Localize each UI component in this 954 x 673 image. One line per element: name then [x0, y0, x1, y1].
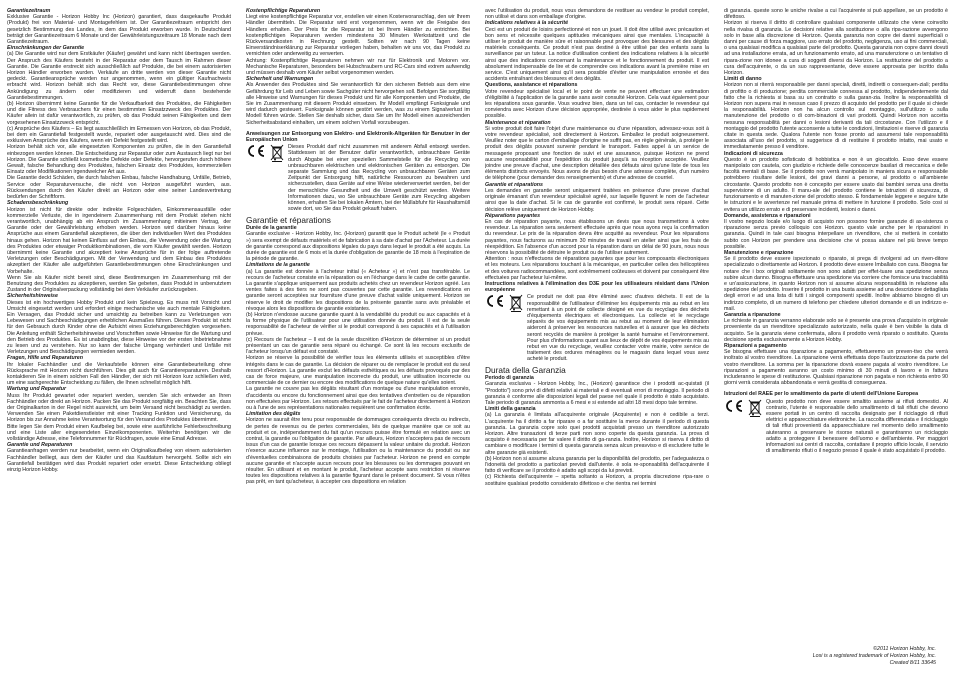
text-indicazioni-sicurezza: Questo è un prodotto sofisticato di hobbistica e non è un giocattolo. Esso deve essere manipolato con cautela, con giudizio e richiede delle conoscenze basilari di meccanica e delle facoltà mentali di base. Se il prodotto non verrà manipolato in maniera sicura e responsabile potrebbero risultare delle lesioni, dei gravi danni a persone, al prodotto o all'ambiente circostante. Questo prodotto non è concepito per essere usato dai bambini senza una diretta supervisione di un adulto. Il manu-ale del prodotto contiene le istruzioni di sicurezza, di funzionamento e di manuten-zione del prodotto stesso. È fondamentale leggere e seguire tutte le istruzioni e le avvertenze nel manuale prima di mettere in funzione il prodotto. Solo così si evitera un utilizzo errato e di preservare incidenti, lesioni o danni.	[724, 156, 948, 213]
footer	[736, 646, 936, 667]
text-d3e: Ce produit ne doit pas être éliminé avec d'autres déchets. Il est de la responsabilité de l'utilisateur d'éliminer les équipements mis au rebut en les remettant à un point de collecte désigné en vue du recyclage des déchets d'équipements électriques et électroniques. La collecte et le recyclage séparés de vos équipements mis au rebut au moment de leur élimination aideront à préserver les ressources naturelles et à assurer que les déchets seront recyclés de manière à protéger la santé humaine et l'environnement. Pour plus d'informations quant aux lieux de dépôt de vos équipements mis au rebut en vue du recyclage, veuillez contacter votre mairie, votre service de traitement des ordures ménagères ou le magasin dans lequel vous avez acheté le produit.	[527, 294, 709, 363]
heading-einschraenkungen: Einschränkungen der Garantie	[7, 45, 85, 52]
heading-garantie-reparations-fr: Garantie et réparations	[485, 181, 543, 188]
heading-domande: Domande, assistenza e riparazioni	[724, 212, 811, 219]
heading-d3e: Instructions relatives à l'élimination des D3E pour les utilisateurs résidant dans l'Union européenne	[485, 280, 709, 294]
trademark-text: Losi is a registered trademark of Horizon Hobby, Inc.	[812, 653, 936, 659]
heading-fragen-hilfe: Fragen, Hilfe und Reparaturen	[7, 355, 83, 362]
column-german-french	[246, 8, 470, 648]
text-limiti-danno: Horizon non si riterrà responsabile per danni speciali, diretti, indiretti o consequen-ziali; perdita di profitto o di produzione; perdita commerciale connessa al prodotto, indipendentemente dal fatto che la richiesta si basa su un contratto o sulla garan-zia. Inoltre la responsabilità di Horizon non supera mai in nessun caso il prezzo di acquisto del prodotto per il quale si chiede la responsabilità. Horizon non ha alcun controllo sul montaggio, sull'utilizzo o sulla manutenzione del prodotto o di com-binazioni di vari prodotti. Quindi Horizon non accetta nessuna responsabilità per danni o lesioni derivanti da tali circostanze. Con l'utilizzo e il montaggio del prodotto l'utente acconsente a tutte le condizioni, limitazioni e riserve di garanzia citate in questa sede. Qualora l'utente non fosse pronto ad assumersi tale responsabilità associata all'uso del prodotto, si suggerisce di di restituire il prodotto intatto, mai usato e immediatamente presso il venditore.	[724, 82, 948, 151]
ce-mark-icon	[246, 144, 266, 158]
text-einschraenkungen: (a) Die Garantie wird nur dem Erstkäufer (Käufer) gewährt und kann nicht übertragen werden. Der Anspruch des Käufers besteht in der Reparatur oder dem Tausch im Rahmen dieser Garantie. Die Garantie erstreckt sich ausschließlich auf Produkte, die bei einem autorisierten Horizon Händler erworben wurden. Verkäufe an dritte werden von dieser Garantie nicht gedeckt. Garantieansprüche werden nur angenommen, wenn ein gültiger Kaufnachweis erbracht wird. Horizon behält sich das Recht vor, diese Garantiebestimmungen ohne Ankündigung zu ändern oder modifizieren und widerruft dann bestehende Garantiebestimmungen. (b) Horizon übernimmt keine Garantie für die Verkaufbarkeit des Produktes, die Fähigkeiten und die Fitness des Verbrauchers für einen bestimmten Einsatzzweck des Produktes. Der Käufer allein ist dafür verantwortlich, zu prüfen, ob das Produkt seinen Fähigkeiten und dem vorgesehenen Einsatzzweck entspricht. (c) Ansprüche des Käufers – Es liegt ausschließlich im Ermessen von Horizon, ob das Produkt, bei dem ein Garantiefall festgestellt wurde, repariert oder ausgetauscht wird. Dies sind die exklusiven Ansprüche des Käufers, wenn ein Defekt festgestellt wird. Horizon behält sich vor, alle eingesetzten Komponenten zu prüfen, die in den Garantiefall einbezogen werden können. Die Entscheidung zur Reparatur oder zum Austausch liegt nur bei Horizon. Die Garantie schließt kosmetische Defekte oder Defekte, hervorgerufen durch höhere Gewalt, falsche Behandlung des Produktes, falschen Einsatz des Produktes, kommerziellen Einsatz oder Modifikationen irgendwelcher Art aus. Die Garantie deckt Schäden, die durch falschen Einbau, falsche Handhabung, Unfälle, Betrieb, Service oder Reparaturversuche, die nicht von Horizon ausgeführt wurden, aus. Rücksendungen durch den Käufer direkt an Horizon oder eine seiner Landesvertretung bedürfen der Schriftform.	[7, 51, 231, 201]
text-raee: Questo prodotto non deve essere smaltito assieme ai rifiuti domestici. Al contrario, l'utente è responsabile dello smaltimento di tali rifiuti che devono essere portati in un centro di raccolta designato per il riciclaggio di rifiuti elettrici e apparecchiature elettroniche. La raccolta differenziata e il riciclaggio di tali rifiuti provenienti da apparecchiature nel momento dello smaltimento aiuteranno a preservare le risorse naturali e garantiranno un riciclaggio adatto a proteggere il benessere dell'uomo e dell'ambiente. Per maggiori informazioni sui centri di raccolta, contattare il proprio ufficio locale, il servizio di smaltimento rifiuti o il negozio presso il quale è stato acquistato il prodotto.	[766, 398, 948, 455]
column-italian	[724, 8, 948, 648]
text-indications-securite: Ceci est un produit de loisirs perfectionné et non un jouet. Il doit être utilisé avec précaution et bon sens et nécessite quelques aptitudes mécaniques ainsi que mentales. L'incapacité à utiliser le produit de manière sûre et raisonnable peut provoquer des blessures et des dégâts matériels conséquents. Ce produit n'est pas destiné à être utilisé par des enfants sans la surveillance par un tuteur. La notice d'utilisation contient des indications relatives à la sécurité ainsi que des indications concernant la maintenance et le fonctionnement du produit. Il est absolument indispensable de lire et de comprendre ces indications avant la première mise en service. C'est uniquement ainsi qu'il sera possible d'éviter une manipulation erronée et des accidents entraînant des blessures et des dégâts.	[485, 26, 709, 83]
crossed-out-wheeled-bin-icon	[748, 399, 762, 417]
text-sicherheitshinweise: Dieses ist ein hochwertiges Hobby Produkt und kein Spielzeug. Es muss mit Vorsicht und Umsicht eingesetzt werden und erfordert einige mechanische wie auch mentale Fähigkeiten. Ein Versagen, das Produkt sicher und umsichtig zu betreiben kann zu Verletzungen von Lebewesen und Sachbeschädigungen erheblichen Ausmaßes führen. Dieses Produkt ist nicht für den Gebrauch durch Kinder ohne die Aufsicht eines Erziehungsberechtigten vorgesehen. Die Anleitung enthält Sicherheitshinweise und Vorschriften sowie Hinweise für die Wartung und den Betrieb des Produktes. Es ist unabdingbar, diese Hinweise vor der ersten Inbetriebnahme zu lesen und zu verstehen. Nur so kann der falsche Umgang verhindert und Unfälle mit Verletzungen und Beschädigungen vermieden werden.	[7, 299, 231, 356]
text-intro-fr: avec l'utilisation du produit, nous vous demandons de restituer au vendeur le produit complet, non utilisé et dans son emballage d'origine.	[485, 8, 709, 21]
text-intro-it: di garanzia. queste sono le uniche rivalse a cui l'acquirente si può appellare, se un prodotto è difettoso. Horizon si riserva il diritto di controllare qualsiasi componente utilizzato che viene coinvolto nella rivalsa di garanzia. Le decisioni relative alla sostituzione o alla ripa-razione avvengono solo in base alla discrezione di Horizon. Questa garanzia non copre dei danni superficiali o danni per cause di forza maggiore, uso errato del prodotto, negligenza, uso ai fini commerciali, o una qualsiasi modifica a qualsiasi parte del prodotto. Questa garanzia non copre danni dovuti ad una installazione errata, ad un funzionamento errato, ad una manutenzione o un tentativo di ripara-zione non idonee a cura di soggetti diversi da Horizon. La restituzione del prodotto a cura dell'acquirente, o da un suo rappresentante, deve essere approvata per iscritto dalla Horizon.	[724, 8, 948, 77]
heading-periodo-garanzia: Periodo di garanzia	[485, 375, 534, 382]
heading-kostenpflichtige-reparaturen: Kostenpflichtige Reparaturen	[246, 8, 321, 14]
heading-reparations-payantes: Réparations payantes	[485, 212, 541, 219]
text-wartung-reparatur: Muss Ihr Produkt gewartet oder repariert werden, wenden Sie sich entweder an Ihren Fachhändler oder direkt an Horizon. Packen Sie das Produkt sorgfältig ein. Beachten Sie, dass der Originalkarton in der Regel nicht ausreicht, um beim Versand nicht beschädigt zu werden. Verwenden Sie einen Paketdienstleister mit einer Tracking Funktion und Versicherung, da Horizon bis zur Annahme keine Verantwortung für den Versand des Produktes übernimmt. Bitte legen Sie dem Produkt einen Kaufbeleg bei, sowie eine ausführliche Fehlerbeschreibung und eine Liste aller eingesendeten Einzelkomponenten. Weiterhin benötigen wir die vollständige Adresse, eine Telefonnummer für Rückfragen, sowie eine Email Adresse.	[7, 392, 231, 443]
heading-garanzia-riparazione: Garanzia a riparazione	[724, 311, 781, 318]
heading-sicherheitshinweise: Sicherheitshinweise	[7, 293, 58, 300]
heading-manutenzione: Manutenzione e riparazione	[724, 249, 794, 256]
text-limiti-garanzia: (a) La garanzia è limitata all'acquirente originale (Acquirente) e non è cedibile a terzi. L'acquirente ha il diritto a far riparare o a far sostituire la merce durante il periodo di questa garanzia. La garanzia copre solo quei prodotti acquistati presso un rivenditore autorizzato Horizon. Altre transazioni di terze parti non sono coperte da questa garanzia. La prova di acquisto è necessaria per far valere il diritto di ga-ranzia. Inoltre, Horizon si riserva il diritto di cambiare o modificare i termini di questa garanzia senza alcun preavviso e di escludere tutte le altre garanzie già esistenti. (b) Horizon non si assume alcuna garanzia per la disponibilità del prodotto, per l'adeguatezza o l'idoneità del prodotto a particolari previsti dall'utente. è sola re-sponsabilità dell'acquirente il fatto di verificare se il prodotto è adatto agli scopi da lui previsti. (c) Richiesta dell'acquirente – spetta soltanto a Horizon, a propria discrezione ripa-rare o sostituire qualsiasi prodotto considerato difettoso e che rientra nei termini	[485, 412, 709, 487]
text-schadensbeschraenkung: Horizon ist nicht für direkte oder indirekte Folgeschäden, Einkommensausfälle oder kommerzielle Verluste, die in irgendeinem Zusammenhang mit dem Produkt stehen nicht verantwortlich, unabhängig ab ein Anspruch im Zusammenhang mitieinem Vertrag, der Garantie oder der Gewährleistung erhoben werden. Horizon wird darüber hinaus keine Ansprüche aus einem Garantiefall akzeptieren, die über den individuellen Wert des Produktes hinaus gehen. Horizon hat keinen Einfluss auf den Einbau, die Verwendung oder die Wartung des Produktes oder etwaiger Produktkombinationen, die vom Käufer gewählt werden. Horizon übernimmt keine Garantie und akzeptiert keine Ansprüche für in der folge auftretende Verletzungen oder Beschädigungen. Mit der Verwendung und dem Einbau des Produktes akzeptiert der Käufer alle aufgeführten Garantiebestimmungen ohne Einschränkungen und Vorbehalte. Wenn Sie als Käufer nicht bereit sind, diese Bestimmungen im Zusammenhang mit der Benutzung des Produktes zu akzeptieren, werden Sie gebeten, dass Produkt in unbenutztem Zustand in der Originalverpackung vollständig bei dem Verkäufer zurückzugeben.	[7, 206, 231, 294]
heading-limiti-danno: Limiti di danno	[724, 76, 762, 83]
heading-wartung-reparatur: Wartung und Reparatur	[7, 386, 67, 393]
text-attention: Attention : nous n'effectuons de réparations payantes que pour les composants électroniques et les moteurs. Les réparations touchant à la mécanique, en particulier celles des hélicoptères et des voitures radiocommandées, sont extrêmement coûteuses et doivent par conséquent être effectuées par l'acheteur lui-même.	[485, 256, 709, 281]
ce-mark-icon	[724, 399, 744, 413]
heading-limitations: Limitations de la garantie	[246, 262, 310, 269]
weee-block-fr	[485, 294, 709, 362]
heading-maintenance: Maintenance et réparation	[485, 119, 551, 126]
heading-garantie-reparaturen: Garantie und Reparaturen	[7, 442, 73, 449]
crossed-out-wheeled-bin-icon	[509, 294, 523, 312]
text-garantiezeitraum: Exklusive Garantie - Horizon Hobby Inc (Horizon) garantiert, dass dasgekaufte Produkt (Produkt) frei von Material- und Montagefehlern ist. Der Garantiezeitraum entspricht den gesetzlich Bestimmung des Landes, in dem das Produkt erworben wurde. In Deutschland beträgt der Garantiezeitraum 6 Monate und der Gewährleistungszeitraum 18 Monate nach dem Garantiezeitraum.	[7, 14, 231, 46]
heading-limiti-garanzia: Limiti della garanzia	[485, 406, 536, 413]
text-limitation-degats: Horizon ne saurait être tenu pour responsable de dommages conséquents directs ou indirects, de pertes de revenus ou de pertes commerciales, liés de quelque manière que ce soit au produit et ce, indépendamment du fait qu'un recours puisse être formulé en relation avec un contrat, la garantie ou l'obligation de garantie. Par ailleurs, Horizon n'acceptera pas de recours issus d'un cas de garantie lorsque ces recours dépassent la valeur unitaire du produit. Horizon n'exerce aucune influence sur le montage, l'utilisation ou la maintenance du produit ou sur d'éventuelles combinaisons de produits choisies par l'acheteur. Horizon ne prend en compte aucune garantie et n'accepte aucun recours pour les blessures ou les dommages pouvant en résulter. En utilisant et en montant le produit, l'acheteur accepte sans restriction ni réserve toutes les dispositions relatives à la garantie figurant dans le présent document. Si vous n'êtes pas prêt, en tant qu'acheteur, à accepter ces dispositions en relation	[246, 417, 470, 486]
ce-mark-icon	[485, 294, 505, 308]
column-german-1	[7, 8, 231, 648]
text-limitations: (a) La garantie est donnée à l'acheteur initial (« Acheteur ») et n'est pas transférable. Le recours de l'acheteur consiste en la réparation ou en l'échange dans le cadre de cette garantie. La garantie s'applique uniquement aux produits achetés chez un revendeur Horizon agréé. Les ventes faites à des tiers ne sont pas couvertes par cette garantie. Les revendications en garantie seront acceptées sur fourniture d'une preuve d'achat valide uniquement. Horizon se réserve le droit de modifier les dispositions de la présente garantie sans avis préalable et révoque alors les dispositions de garantie existantes. (b) Horizon n'endosse aucune garantie quant à la vendabilité du produit ou aux capacités et à la forme physique de l'utilisateur pour une utilisation donnée du produit. Il est de la seule responsabilité de l'acheteur de vérifier si le produit correspond à ses capacités et à l'utilisation prévue. (c) Recours de l'acheteur – Il est de la seule discrétion d'Horizon de déterminer si un produit présentant un cas de garantie sera réparé ou échangé. Ce sont là les recours exclusifs de l'acheteur lorsqu'un défaut est constaté. Horizon se réserve la possibilité de vérifier tous les éléments utilisés et susceptibles d'être intégrés dans le cas de garantie. La décision de réparer ou de remplacer le produit est du seul ressort d'Horizon. La garantie exclut les défauts esthétiques ou les défauts provoqués par des cas de force majeure, une manipulation incorrecte du produit, une utilisation incorrecte ou commerciale de ce dernier ou encore des modifications de quelque nature qu'elles soient. La garantie ne couvre pas les dégâts résultant d'un montage ou d'une manipulation erronés, d'accidents ou encore du fonctionnement ainsi que des tentatives d'entretien ou de réparation non effectuées par Horizon. Les retours effectués par le fait de l'acheteur directement à Horizon ou à l'une de ses représentations nationales requièrent une confirmation écrite.	[246, 268, 470, 411]
crossed-out-wheeled-bin-icon	[270, 144, 284, 162]
heading-indications-securite: Indications relatives à la sécurité	[485, 20, 569, 27]
text-garanzia-riparazione: Le richieste in garanzia verranno elaborate solo se è presente una prova d'acquisto in originale proveniente da un rivenditore specializzato autorizzato, nella quale è ben visibile la data di acquisto. Se la garanzia viene confermata, allora il prodotto verrà riparato o sostituito. Questa decisione spetta esclusivamente a Horizon Hobby.	[724, 318, 948, 343]
text-duree-garantie: Garantie exclusive - Horizon Hobby, Inc. (Horizon) garantit que le Produit acheté (le « Produit ») sera exempt de défauts matériels et de fabrication à sa date d'achat par l'Acheteur. La durée de garantie correspond aux dispositions légales du pays dans lequel le produit a été acquis. La durée de garantie est de 6 mois et la durée d'obligation de garantie de 18 mois à l'expiration de la période de garantie.	[246, 231, 470, 263]
text-garantie-reparaturen: Garantieanfragen werden nur bearbeitet, wenn ein Originalkaufbeleg von einem autorisierten Fachhändler beiliegt, aus dem der Käufer und das Kaufdatum hervorgeht. Sollte sich ein Garantiefall bestätigen wird das Produkt repariert oder ersetzt. Diese Entscheidung obliegt einzig Horizon Hobby.	[7, 448, 231, 474]
created-text: Created 8/11 33645	[889, 660, 936, 666]
heading-riparazioni-pagamento: Riparazioni a pagamento	[724, 342, 787, 349]
text-entsorgung: Dieses Produkt darf nicht zusammen mit anderem Abfall entsorgt werden. Stattdessen ist der Benutzer dafür verantwortlich, unbrauchbare Geräte durch Abgabe bei einer speziellen Sammelstelle für die Recycling von unbrauchbaren elektrischen und elektronischen Geräten zu entsorgen. Die separate Sammlung und das Recycling von unbrauchbaren Geräten zum Zeitpunkt der Entsorgung hilft, natürliche Ressourcen zu bewahren und sicherzustellen, dass Geräte auf eine Weise wiederverwertet werden, bei der der menschliche Gesundheit und die Umwelt geschützt werden. Weitere Informationen dazu, wo Sie unbrauchbare Geräte zum Recycling abgeben können, erhalten Sie bei lokalen Ämtern, bei der Müllabfuhr für Haushaltsmüll sowie dort, wo Sie das Produkt gekauft haben.	[288, 144, 470, 213]
text-maintenance: Si votre produit doit faire l'objet d'une maintenance ou d'une réparation, adressez-vous soit à votre revendeur spécialisé, soit directement à Horizon. Emballez le produit soigneusement. Veuillez noter que le carton d'emballage d'origine ne suffit pas, en règle générale, à protéger le produit des dégâts pouvant survenir pendant le transport. Faites appel à un service de messagerie proposant une fonction de suivi et une assurance, puisque Horizon ne prend aucune responsabilité pour l'expédition du produit jusqu'à sa réception acceptée. Veuillez joindre une preuve d'achat, une description détaillée des défauts ainsi qu'une liste de tous les éléments distincts envoyés. Nous avons de plus besoin d'une adresse complète, d'un numéro de téléphone (pour demander des renseignements) et d'une adresse de courriel.	[485, 125, 709, 182]
text-sicherheit-warnungen: Als Anwender des Produktes sind Sie verantwortlich für den sicheren Betrieb aus dem eine Gefährdung für Leib und Leben sowie Sachgüter nicht hervorgehen soll. Befolgen Sie sorgfältig alle Hinweise und Warnungen für dieses Produkt und für alle Komponenten und Produkte, die Sie im Zusammenhang mit diesem Produkt einsetzen. Ihr Modell empfängt Funksignale und wird dadurch gesteuert. Funksignale können gestört werden, was zu einem Signalverlust im Modell führen würde. Stellen Sie deshalb sicher, dass Sie um Ihr Modell einen ausreichenden Sicherheitsabstand einhalten, um einem solchen Vorfall vorzubeugen.	[246, 82, 470, 126]
text-questions: Votre revendeur spécialisé local et le point de vente ne peuvent effectuer une estimation d'éligibilité à l'application de la garantie sans avoir consulté Horizon. Cela vaut également pour les réparations sous garantie. Vous voudrez bien, dans un tel cas, contacter le revendeur qui conviendra avec Horizon d'une décision appropriée, destinée à vous aider le plus rapidement possible.	[485, 88, 709, 120]
column-french-italian	[485, 8, 709, 648]
heading-indicazioni-sicurezza: Indicazioni di sicurezza	[724, 150, 783, 157]
heading-duree-garantie: Durée de la garantie	[246, 225, 297, 232]
heading-limitation-degats: Limitation des dégâts	[246, 411, 301, 418]
text-domande: Il vostro negozio locale e/o luogo di acquisto non possono fornire garanzie di as-sistenza o riparazione senza previo colloquio con Horizon. questo vale anche per le riparazioni in garanzia. Quindi in tale casi bisogna interpellare un rivenditore, che si metterà in contatto subito con Horizon per prendere una decisione che vi possa aiutare nel più breve tempo possibile.	[724, 218, 948, 250]
heading-garantiezeitraum: Garantiezeitraum	[7, 8, 51, 14]
heading-durata-garanzia: Durata della Garanzia	[485, 364, 566, 375]
heading-sicherheit-warnungen: Sicherheit und Warnungen	[246, 76, 314, 83]
heading-questions: Questions, assistance et réparations	[485, 82, 578, 89]
text-fragen-hilfe: Ihr lokaler Fachhändler und die Verkaufstelle können eine Garantiebeurteilung ohne Rücksprache mit Horizon nicht durchführen. Dies gilt auch für Garantiereparaturen. Deshalb kontaktieren Sie in einem solchen Fall den Händler, der sich mit Horizon kurz schließen wird, um eine sachgerechte Entscheidung zu fällen, die Ihnen schnellst möglich hilft.	[7, 361, 231, 387]
weee-block-it	[724, 399, 948, 455]
text-kostenpflichtige-reparaturen: Liegt eine kostenpflichtige Reparatur vor, erstellen wir einen Kostenvoranschlag, den wir Ihrem Händler übermitteln. Die Reparatur wird erst vorgenommen, wenn wir die Freigabe des Händlers erhalten. Der Preis für die Reparatur ist bei Ihrem Händler zu entrichten. Bei kostenpflichtigen Reparaturen werden mindestens 30 Minuten Werkstattzeit und die Rückversandkosten in Rechnung gestellt. Sollten wir nach 90 Tagen keine Einverständniserklärung zur Reparatur vorliegen haben, behalten wir uns vor, das Produkt zu vernichten oder anderweitig zu verwerten. Achtung: Kostenpflichtige Reparaturen nehmen wir nur für Elektronik und Motoren vor. Mechanische Reparaturen, besonders bei Hubschraubern und RC-Cars sind extrem aufwendig und müssen deshalb vom Käufer selbst vorgenommen werden.	[246, 14, 470, 77]
text-manutenzione: Se il prodotto deve essere ispezionato o riparato, si prega di rivolgersi ad un riven-ditore specializzato o direttamente ad Horizon. il prodotto deve essere Imballato con cura. Bisogna far notare che i box originali solitamente non sono adatti per effet-tuare una spedizione senza subire alcun danno. Bisogna effettuare una spedizione via corriere che fornisce una tracciabilità e un'assicurazione, in quanto Horizon non si assume alcuna responsabilità in relazione alla spedizione del prodotto. Inserire il prodotto in una busta assieme ad una descrizione dettagliata degli errori e ad una lista di tutti i singoli componenti spediti. Inoltre abbiamo bisogno di un indirizzo completo, di un numero di telefono per chiedere ulteriori domande e di un indirizzo e-mail.	[724, 256, 948, 312]
heading-entsorgung: Anweisungen zur Entsorgung von Elektro- und Elektronik-Altgeräten für Benutzer in der Europäischen Union	[246, 130, 470, 144]
text-reparations-payantes: En cas de réparation payante, nous établissons un devis que nous transmettons à votre revendeur. La réparation sera seulement effectuée après que nous ayons reçu la confirmation du revendeur. Le prix de la réparation devra être acquitté au revendeur. Pour les réparations payantes, nous facturons au minimum 30 minutes de travail en atelier ainsi que les frais de réexpédition. En l'absence d'un accord pour la réparation dans un délai de 90 jours, nous nous réservons la possibilité de détruire le produit ou de l'utiliser autrement.	[485, 218, 709, 256]
weee-block-de	[246, 144, 470, 212]
text-garantie-reparations-fr: Les demandes en garantie seront uniquement traitées en présence d'une preuve d'achat originale émanant d'un revendeur spécialisé agréé, sur laquelle figurent le nom de l'acheteur ainsi que la date d'achat. Si le cas de garantie est confirmé, le produit sera réparé. Cette décision relève uniquement de Horizon Hobby.	[485, 187, 709, 213]
heading-schadensbeschraenkung: Schadensbeschränkung	[7, 200, 69, 207]
text-riparazioni-pagamento: Se bisogna effettuare una riparazione a pagamento, effettueremo un preven-tivo che verrà inoltrato al vostro rivenditore. La riparazione verrà effettuata dopo l'autorizzazione da parte del vostro rivenditore. La somma per la riparazione dovrà essere pagata al vostro rivenditore. Le riparazioni a pagamento avranno un costo minimo di 30 minuti di lavoro e in fattura includeranno le spese di restituzione. Qualsiasi riparazione non pagata e non richiesta entro 90 giorni verrà considerata abbandonata e verrà gestita di conseguenza.	[724, 349, 948, 387]
heading-raee: Istruzioni del RAEE per lo smaltimento da parte di utenti dell'Unione Europea	[724, 391, 919, 398]
heading-garantie-reparations: Garantie et réparations	[246, 214, 331, 225]
copyright-text: ©2011 Horizon Hobby, Inc.	[873, 646, 936, 652]
text-periodo-garanzia: Garanzia esclusiva - Horizon Hobby, Inc., (Horizon) garantisce che i prodotti ac-quistati (il "Prodotto") sono privi di difetti relativi ai materiali e di eventuali errori di montaggio. Il periodo di garanzia è conforme alle disposizioni legali del paese nel quale il prodotto è stato acquistato. Tale periodo di garanzia ammonta a 6 mesi e si estende ad altri 18 mesi dopo tale termine.	[485, 381, 709, 406]
